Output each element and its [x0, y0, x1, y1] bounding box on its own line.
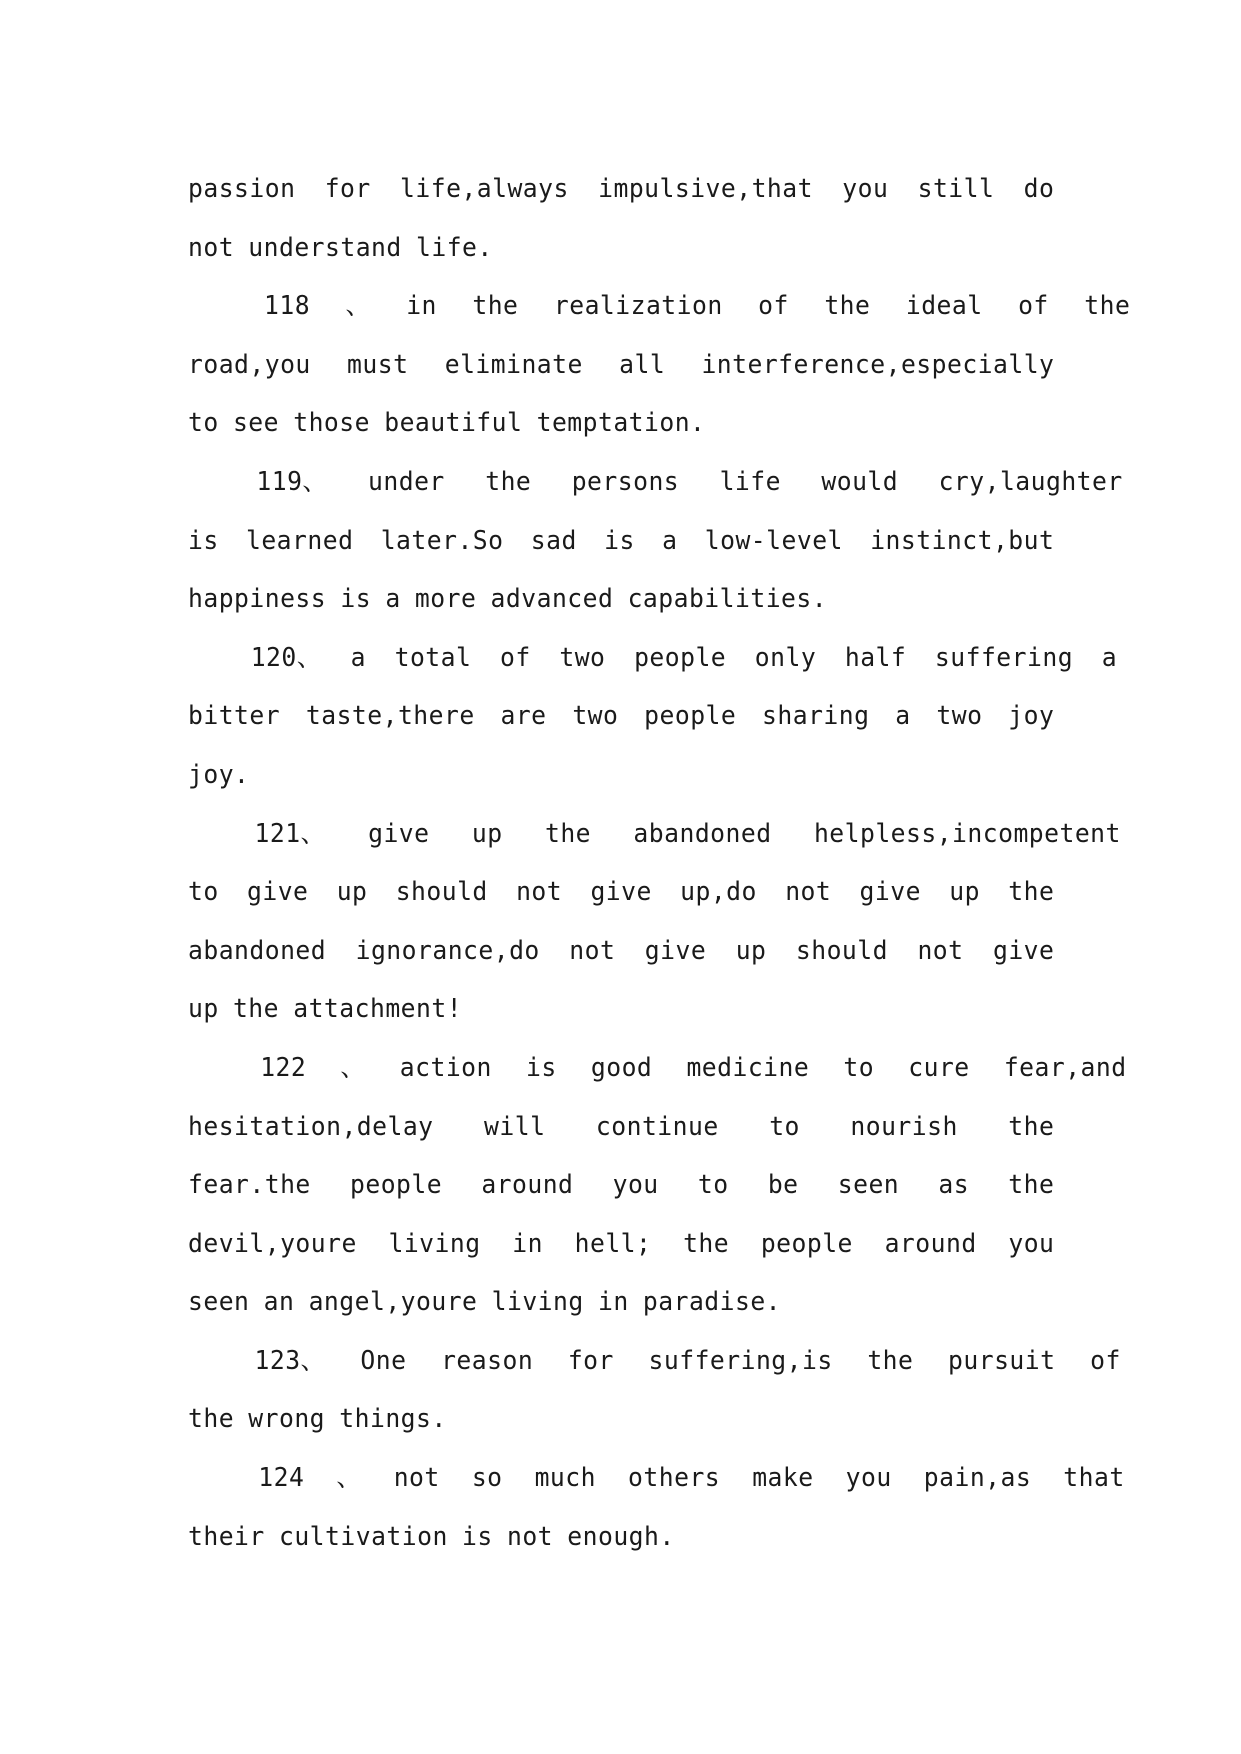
- word: temptation.: [536, 408, 706, 439]
- word: sharing: [762, 701, 870, 732]
- paragraph-p124: [188, 1449, 1125, 1566]
- word: the: [683, 1228, 730, 1259]
- word: is: [188, 525, 219, 556]
- word: a: [385, 584, 401, 615]
- word: beautiful: [384, 408, 523, 439]
- word: realization: [553, 291, 723, 322]
- word: people: [760, 1228, 853, 1259]
- word: joy.: [188, 759, 250, 790]
- word: around: [481, 1170, 574, 1201]
- word: up,do: [680, 877, 757, 908]
- paragraph-p117-cont: [188, 160, 1054, 277]
- word: two: [572, 701, 619, 732]
- text-line: [188, 629, 1117, 688]
- text-line: [188, 453, 1123, 512]
- word: joy: [1008, 701, 1055, 732]
- word: One: [360, 1345, 407, 1376]
- word: much: [534, 1463, 596, 1494]
- word: up: [471, 818, 503, 849]
- word: bitter: [188, 701, 281, 732]
- word: for: [324, 174, 371, 204]
- word: of: [1090, 1345, 1121, 1376]
- word: later.So: [380, 525, 504, 556]
- word: the: [232, 994, 279, 1025]
- word: the: [485, 466, 532, 497]
- word: suffering,is: [648, 1345, 833, 1376]
- word: passion: [188, 174, 296, 204]
- text-line: [188, 980, 1054, 1039]
- word: reason: [441, 1345, 534, 1376]
- word: to: [188, 408, 219, 439]
- word: up: [336, 877, 368, 908]
- word: in: [597, 1287, 629, 1318]
- word: those: [293, 408, 370, 439]
- text-line: [188, 219, 1054, 278]
- word: helpless,incompetent: [813, 818, 1121, 849]
- word: persons: [571, 466, 680, 497]
- word: 118: [264, 291, 311, 322]
- text-line: [188, 863, 1054, 922]
- word: fear,and: [1003, 1052, 1127, 1083]
- word: give: [247, 877, 309, 908]
- word: advanced: [490, 584, 614, 615]
- word: 、: [345, 291, 371, 322]
- text-line: [188, 746, 1054, 805]
- word: seen: [188, 1287, 250, 1318]
- text-line: [188, 512, 1054, 571]
- word: hesitation,delay: [188, 1111, 434, 1142]
- word: an: [263, 1287, 295, 1318]
- word: two: [936, 701, 983, 732]
- word: the: [188, 1404, 235, 1435]
- word: more: [414, 584, 477, 615]
- text-line: [188, 1215, 1054, 1274]
- word: the: [472, 291, 519, 322]
- word: see: [232, 408, 279, 439]
- text-line: [188, 394, 1054, 453]
- word: only: [754, 642, 817, 673]
- word: road,you: [188, 349, 311, 380]
- paragraph-p121: [188, 805, 1121, 1039]
- word: 120、: [250, 642, 322, 673]
- document-body: [188, 160, 1131, 1566]
- word: a: [1101, 642, 1118, 673]
- word: give: [368, 818, 430, 849]
- word: should: [795, 935, 888, 966]
- text-line: [188, 805, 1121, 864]
- word: to: [697, 1170, 729, 1201]
- word: in: [512, 1228, 543, 1259]
- word: give: [859, 877, 921, 908]
- word: do: [1023, 174, 1055, 204]
- word: suffering: [934, 642, 1074, 673]
- word: not: [188, 232, 235, 263]
- paragraph-p122: [188, 1039, 1127, 1332]
- word: around: [884, 1228, 977, 1259]
- word: be: [767, 1170, 799, 1201]
- word: impulsive,that: [598, 174, 813, 204]
- word: must: [347, 349, 409, 380]
- paragraph-p120: [188, 629, 1118, 805]
- word: give: [992, 935, 1055, 966]
- text-line: [188, 1332, 1121, 1391]
- text-line: [188, 570, 1054, 629]
- word: as: [938, 1170, 970, 1201]
- word: things.: [339, 1404, 447, 1435]
- word: life.: [416, 232, 493, 263]
- text-line: [188, 1508, 1054, 1567]
- word: give: [644, 935, 707, 966]
- word: you: [845, 1463, 892, 1494]
- text-line: [188, 277, 1130, 336]
- word: nourish: [850, 1111, 958, 1142]
- word: 122: [260, 1052, 307, 1083]
- word: so: [471, 1463, 503, 1494]
- text-line: [188, 687, 1054, 746]
- word: the: [867, 1345, 914, 1376]
- word: to: [769, 1111, 800, 1142]
- word: not: [917, 935, 964, 966]
- text-line: [188, 336, 1054, 395]
- word: continue: [595, 1111, 719, 1142]
- word: the: [1008, 1170, 1055, 1201]
- word: should: [395, 877, 488, 908]
- word: that: [1063, 1463, 1125, 1494]
- word: fear.the: [188, 1170, 311, 1201]
- word: a: [895, 701, 911, 732]
- word: total: [394, 642, 472, 673]
- word: learned: [245, 525, 354, 556]
- text-line: [188, 1156, 1054, 1215]
- word: the: [1084, 291, 1131, 322]
- word: to: [843, 1052, 875, 1083]
- word: up: [949, 877, 980, 908]
- word: in: [406, 291, 437, 322]
- word: would: [821, 466, 899, 497]
- word: cry,laughter: [938, 466, 1123, 497]
- paragraph-p123: [188, 1332, 1121, 1449]
- word: life,always: [400, 174, 569, 204]
- word: people: [350, 1170, 443, 1201]
- word: is: [604, 525, 635, 556]
- word: of: [1018, 291, 1049, 322]
- word: living: [491, 1287, 584, 1318]
- text-line: [188, 1273, 1054, 1332]
- word: still: [917, 174, 995, 204]
- word: people: [634, 642, 727, 673]
- word: instinct,but: [870, 525, 1055, 556]
- word: interference,especially: [701, 349, 1055, 380]
- word: eliminate: [444, 349, 583, 380]
- word: pain,as: [923, 1463, 1032, 1494]
- word: people: [644, 701, 737, 732]
- word: life: [719, 466, 781, 497]
- word: two: [559, 642, 606, 673]
- word: you: [612, 1170, 659, 1201]
- word: the: [824, 291, 871, 322]
- word: wrong: [248, 1404, 326, 1435]
- word: paradise.: [642, 1287, 782, 1318]
- word: action: [399, 1052, 492, 1083]
- word: understand: [248, 232, 402, 263]
- word: ignorance,do: [355, 935, 540, 966]
- word: the: [1008, 1111, 1055, 1142]
- word: up: [188, 994, 219, 1025]
- text-line: [188, 1449, 1125, 1508]
- text-line: [188, 1039, 1127, 1098]
- word: attachment!: [293, 994, 463, 1025]
- word: make: [752, 1463, 814, 1494]
- paragraph-p119: [188, 453, 1123, 629]
- word: cure: [908, 1052, 970, 1083]
- word: not: [516, 877, 563, 908]
- word: 124: [258, 1463, 305, 1494]
- word: pursuit: [948, 1345, 1056, 1376]
- word: medicine: [686, 1052, 810, 1083]
- word: you: [1008, 1228, 1055, 1259]
- word: of: [500, 642, 531, 673]
- text-line: [188, 1390, 1054, 1449]
- paragraph-p118: [188, 277, 1131, 453]
- word: capabilities.: [627, 584, 828, 615]
- word: not: [785, 877, 832, 908]
- word: up: [735, 935, 767, 966]
- word: all: [619, 349, 666, 380]
- word: half: [844, 642, 907, 673]
- word: devil,youre: [188, 1228, 357, 1259]
- word: 123、: [254, 1345, 326, 1376]
- word: taste,there: [305, 701, 475, 732]
- word: give: [590, 877, 652, 908]
- word: you: [842, 174, 889, 204]
- word: under: [368, 466, 445, 497]
- word: will: [484, 1111, 546, 1142]
- word: not: [393, 1463, 440, 1494]
- word: abandoned: [188, 935, 327, 966]
- word: others: [628, 1463, 721, 1494]
- word: angel,youre: [308, 1287, 478, 1318]
- word: hell;: [574, 1228, 652, 1259]
- word: to: [188, 877, 219, 908]
- word: abandoned: [633, 818, 772, 849]
- word: is: [340, 584, 372, 615]
- word: the: [544, 818, 592, 849]
- word: their: [188, 1521, 265, 1552]
- word: sad: [530, 525, 577, 556]
- word: are: [500, 701, 547, 732]
- word: not: [569, 935, 616, 966]
- word: happiness: [188, 584, 327, 615]
- word: 119、: [256, 466, 328, 497]
- word: low-level: [704, 525, 843, 556]
- text-line: [188, 922, 1054, 981]
- word: seen: [837, 1170, 900, 1201]
- text-line: [188, 1098, 1054, 1157]
- word: 、: [336, 1463, 362, 1494]
- word: cultivation: [278, 1521, 448, 1552]
- word: a: [662, 525, 678, 556]
- word: good: [590, 1052, 653, 1083]
- word: 121、: [254, 818, 326, 849]
- word: is: [462, 1521, 493, 1552]
- word: is: [526, 1052, 557, 1083]
- word: the: [1008, 877, 1055, 908]
- word: a: [350, 642, 366, 673]
- word: of: [758, 291, 789, 322]
- word: not: [506, 1521, 554, 1552]
- word: for: [567, 1345, 614, 1376]
- text-line: [188, 160, 1054, 219]
- word: living: [388, 1228, 481, 1259]
- word: enough.: [567, 1521, 675, 1552]
- word: 、: [340, 1052, 366, 1083]
- word: ideal: [905, 291, 983, 322]
